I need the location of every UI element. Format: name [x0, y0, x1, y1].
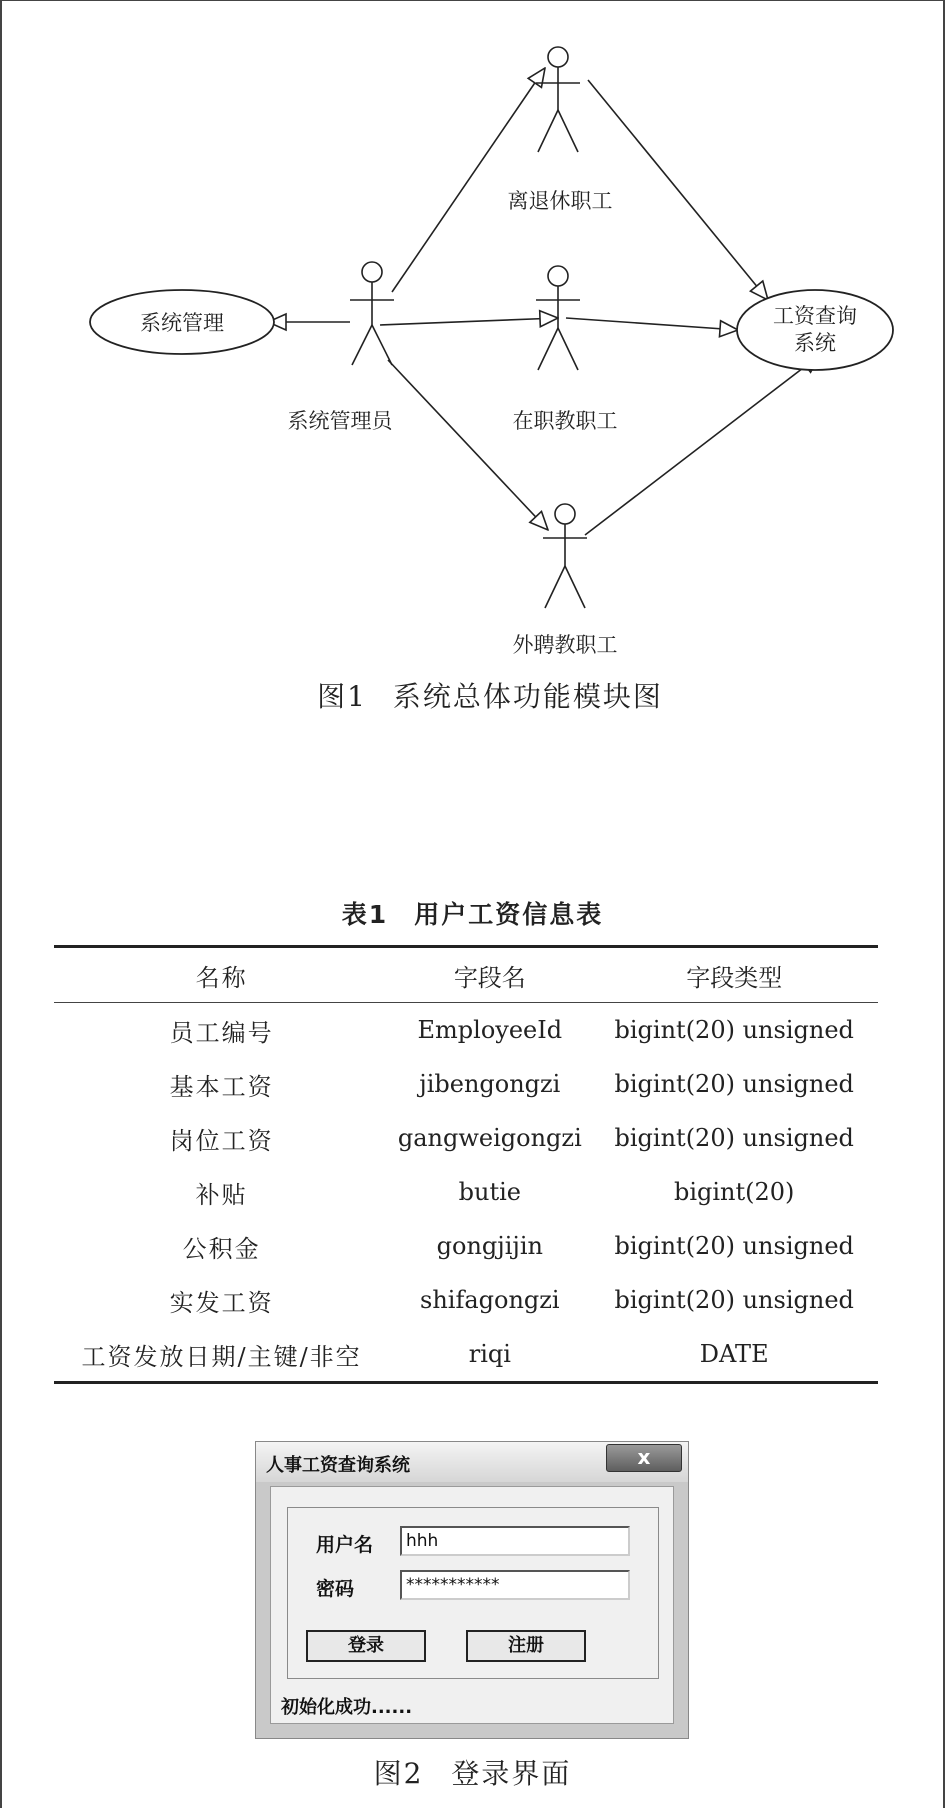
use-case-salary-query-label-line1: 工资查询 — [773, 304, 857, 328]
status-text: 初始化成功...... — [281, 1697, 413, 1718]
table-header-row — [54, 947, 878, 1003]
edge-admin-active — [380, 318, 558, 325]
cell-field-name: gongjijin — [436, 1232, 543, 1260]
actor-admin-label: 系统管理员 — [287, 409, 393, 433]
cell-name: 工资发放日期/主键/非空 — [81, 1342, 362, 1371]
actor-retired-label: 离退休职工 — [507, 189, 613, 213]
use-case-diagram — [0, 0, 945, 720]
cell-field-type: DATE — [699, 1340, 769, 1368]
register-button[interactable]: 注册 — [466, 1630, 586, 1662]
table1-caption-number: 表1 — [341, 900, 389, 929]
table-row — [54, 1057, 878, 1111]
login-button[interactable]: 登录 — [306, 1630, 426, 1662]
figure1-caption-text: 系统总体功能模块图 — [392, 680, 663, 713]
close-button[interactable] — [606, 1444, 682, 1472]
salary-info-table — [54, 945, 878, 1384]
actor-external-label: 外聘教职工 — [512, 633, 618, 657]
cell-field-type: bigint(20) — [673, 1178, 795, 1206]
header-field-name: 字段名 — [453, 963, 526, 992]
cell-name: 岗位工资 — [169, 1126, 274, 1155]
username-input[interactable] — [400, 1526, 630, 1556]
table-row — [54, 1003, 878, 1058]
cell-name: 实发工资 — [169, 1288, 274, 1317]
actor-admin-figure — [350, 262, 394, 365]
username-label: 用户名 — [316, 1534, 374, 1556]
cell-field-type: bigint(20) unsigned — [614, 1124, 854, 1152]
table-row — [54, 1219, 878, 1273]
header-name: 名称 — [195, 963, 248, 992]
window-client-area — [270, 1486, 674, 1724]
cell-field-name: shifagongzi — [420, 1286, 560, 1314]
figure1-caption — [317, 680, 663, 713]
table1-caption-text: 用户工资信息表 — [414, 900, 604, 929]
edge-active-salary-query — [566, 318, 738, 330]
window-title: 人事工资查询系统 — [266, 1455, 410, 1476]
cell-field-type: bigint(20) unsigned — [614, 1232, 854, 1260]
use-case-salary-query-label-line2: 系统 — [794, 331, 836, 355]
cell-name: 补贴 — [195, 1180, 248, 1209]
edge-retired-salary-query — [588, 80, 768, 300]
cell-field-name: jibengongzi — [419, 1070, 561, 1098]
table-row — [54, 1111, 878, 1165]
table1-caption — [0, 895, 945, 931]
password-label: 密码 — [316, 1578, 355, 1600]
actor-active-label: 在职教职工 — [512, 409, 618, 433]
edge-admin-external — [388, 360, 548, 530]
actor-external-figure — [543, 504, 587, 608]
figure2-caption-text: 登录界面 — [451, 1757, 572, 1790]
figure1-caption-number: 图1 — [317, 680, 367, 713]
cell-name: 基本工资 — [169, 1072, 274, 1101]
login-window — [255, 1441, 689, 1739]
figure2-caption — [0, 1752, 945, 1792]
cell-field-name: butie — [458, 1178, 521, 1206]
cell-field-name: EmployeeId — [417, 1016, 563, 1044]
password-input[interactable] — [400, 1570, 630, 1600]
use-case-salary-query — [737, 290, 893, 370]
use-case-system-management-label: 系统管理 — [140, 311, 224, 335]
window-titlebar[interactable] — [256, 1442, 688, 1482]
cell-field-name: gangweigongzi — [397, 1124, 582, 1152]
table-row — [54, 1165, 878, 1219]
cell-field-name: riqi — [468, 1340, 511, 1368]
close-icon: x — [637, 1445, 651, 1469]
login-group-box — [287, 1507, 659, 1679]
header-field-type: 字段类型 — [686, 963, 783, 992]
cell-name: 公积金 — [182, 1234, 261, 1263]
edge-admin-retired — [392, 68, 545, 292]
cell-field-type: bigint(20) unsigned — [614, 1070, 854, 1098]
figure2-caption-number: 图2 — [373, 1757, 424, 1790]
edge-external-salary-query — [585, 355, 820, 535]
cell-name: 员工编号 — [169, 1018, 274, 1047]
table-row — [54, 1327, 878, 1383]
table-row — [54, 1273, 878, 1327]
cell-field-type: bigint(20) unsigned — [614, 1016, 854, 1044]
cell-field-type: bigint(20) unsigned — [614, 1286, 854, 1314]
table1-block — [0, 895, 945, 1384]
actor-retired-figure — [536, 47, 580, 152]
